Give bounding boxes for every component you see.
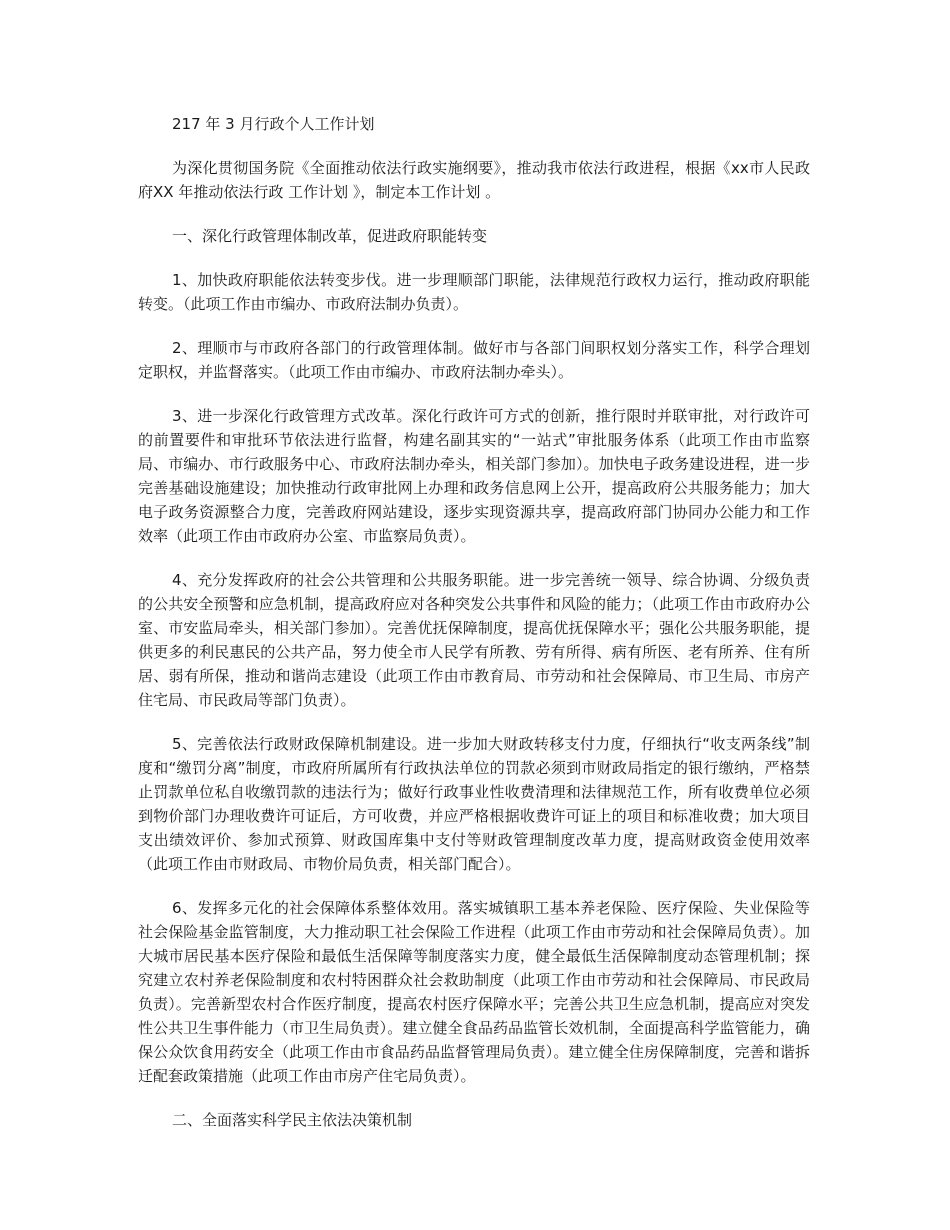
section-heading-2: 二、全面落实科学民主依法决策机制 (172, 1111, 413, 1129)
document-title: 217 年 3 月行政个人工作计划 (172, 115, 375, 133)
item-paragraph-4: 4、充分发挥政府的社会公共管理和公共服务职能。进一步完善统一领导、综合协调、分级负责的公共安全预警和应急机制，提高政府应对各种突发公共事件和风险的能力；（此项工作由市政府办公室、市安监局牵头，相关部门参加）。完善优抚保障制度，提高优抚保障水平；强化公共服务职能，提供更多的利民惠民的公共产品，努力使全市人民学有所教、劳有所得、病有所医、老有所养、住有所居、弱有所保，推动和谐尚志建设（此项工作由市教育局、市劳动和社会保障局、市卫生局、市房产住宅局、市民政局等部门负责）。 (138, 571, 810, 709)
item-paragraph-6: 6、发挥多元化的社会保障体系整体效用。落实城镇职工基本养老保险、医疗保险、失业保险等社会保险基金监管制度，大力推动职工社会保险工作进程（此项工作由市劳动和社会保障局负责）。加大城市居民基本医疗保险和最低生活保障等制度落实力度，健全最低生活保障制度动态管理机制；探究建立农村养老保险制度和农村特困群众社会救助制度（此项工作由市劳动和社会保障局、市民政局负责）。完善新型农村合作医疗制度，提高农村医疗保障水平；完善公共卫生应急机制，提高应对突发性公共卫生事件能力（市卫生局负责）。建立健全食品药品监管长效机制，全面提高科学监管能力，确保公众饮食用药安全（此项工作由市食品药品监督管理局负责）。建立健全住房保障制度，完善和谐拆迁配套政策措施（此项工作由市房产住宅局负责）。 (138, 899, 810, 1085)
section-heading-1: 一、深化行政管理体制改革，促进政府职能转变 (172, 227, 488, 245)
item-paragraph-5: 5、完善依法行政财政保障机制建设。进一步加大财政转移支付力度，仔细执行“收支两条线”制度和“缴罚分离”制度，市政府所属所有行政执法单位的罚款必须到市财政局指定的银行缴纳，严格禁止罚款单位私自收缴罚款的违法行为；做好行政事业性收费清理和法律规范工作，所有收费单位必须到物价部门办理收费许可证后，方可收费，并应严格根据收费许可证上的项目和标准收费；加大项目支出绩效评价、参加式预算、财政国库集中支付等财政管理制度改革力度，提高财政资金使用效率（此项工作由市财政局、市物价局负责，相关部门配合）。 (138, 735, 810, 873)
document-page (138, 112, 810, 1152)
intro-paragraph: 为深化贯彻国务院《全面推动依法行政实施纲要》，推动我市依法行政进程，根据《xx市人民政府XX 年推动依法行政 工作计划 》，制定本工作计划 。 (138, 159, 810, 201)
item-paragraph-1: 1、加快政府职能依法转变步伐。进一步理顺部门职能，法律规范行政权力运行，推动政府职能转变。（此项工作由市编办、市政府法制办负责）。 (138, 271, 810, 313)
item-paragraph-3: 3、进一步深化行政管理方式改革。深化行政许可方式的创新，推行限时并联审批，对行政许可的前置要件和审批环节依法进行监督，构建名副其实的“一站式”审批服务体系（此项工作由市监察局、市编办、市行政服务中心、市政府法制办牵头，相关部门参加）。加快电子政务建设进程，进一步完善基础设施建设；加快推动行政审批网上办理和政务信息网上公开，提高政府公共服务能力；加大电子政务资源整合力度，完善政府网站建设，逐步实现资源共享，提高政府部门协同办公能力和工作效率（此项工作由市政府办公室、市监察局负责）。 (138, 407, 810, 545)
item-paragraph-2: 2、理顺市与市政府各部门的行政管理体制。做好市与各部门间职权划分落实工作，科学合理划定职权，并监督落实。（此项工作由市编办、市政府法制办牵头）。 (138, 339, 810, 381)
